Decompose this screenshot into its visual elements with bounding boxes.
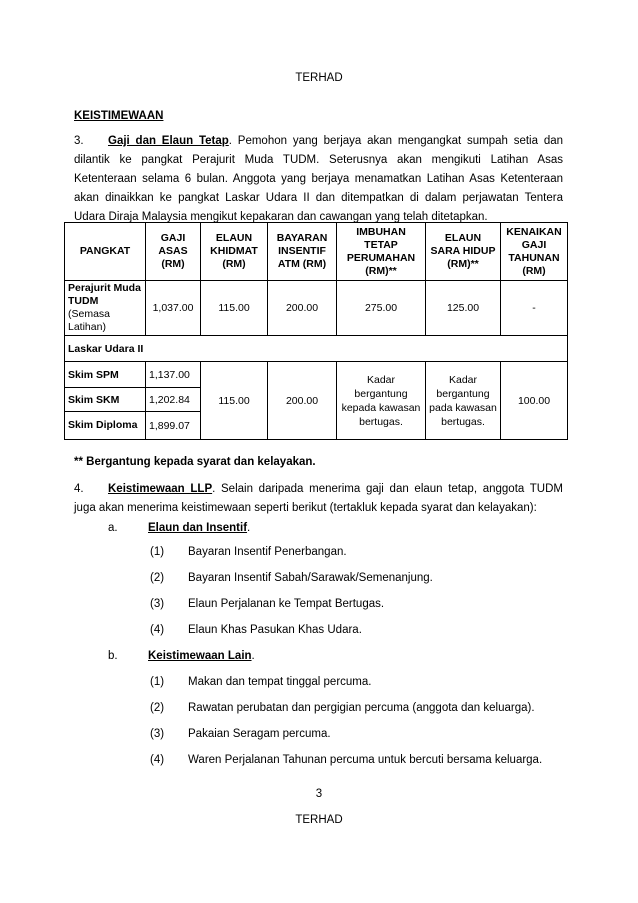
list-item-number: (4) <box>150 624 165 636</box>
list-item-number: (3) <box>150 728 165 740</box>
list-item-number: (1) <box>150 546 165 558</box>
cell-gaji: 1,137.00 <box>146 362 201 388</box>
cell-insentif-merged: 200.00 <box>268 362 337 440</box>
paragraph-3 <box>74 132 563 227</box>
list-item-number: (2) <box>150 572 165 584</box>
list-item-text: Elaun Khas Pasukan Khas Udara. <box>188 624 362 636</box>
list-item-text: Makan dan tempat tinggal percuma. <box>188 676 372 688</box>
paragraph-heading: Gaji dan Elaun Tetap <box>108 135 229 147</box>
cell-skim: Skim Diploma <box>65 412 146 440</box>
paragraph-text: . Pemohon yang berjaya akan mengangkat sumpah setia dan <box>228 135 564 147</box>
cell-perumahan: 275.00 <box>337 281 426 336</box>
cell-sara-merged: Kadar bergantung pada kawasan bertugas. <box>426 362 501 440</box>
list-item <box>150 754 542 766</box>
list-item-text: Bayaran Insentif Sabah/Sarawak/Semenanjung. <box>188 572 433 584</box>
list-item <box>150 676 371 688</box>
cell-gaji: 1,899.07 <box>146 412 201 440</box>
table-row <box>65 362 568 388</box>
paragraph-3-line-2: dilantik ke pangkat Perajurit Muda TUDM. Seterusnya akan mengikuti Latihan Asas <box>74 154 563 166</box>
list-item <box>150 702 535 714</box>
footer-classification: TERHAD <box>295 814 343 826</box>
list-item <box>150 728 331 740</box>
cell-gaji: 1,202.84 <box>146 388 201 412</box>
list-item-text: Waren Perjalanan Tahunan percuma untuk bercuti bersama keluarga. <box>188 754 543 766</box>
cell-insentif: 200.00 <box>268 281 337 336</box>
subsection-label: a. <box>108 522 118 534</box>
list-item-text: Bayaran Insentif Penerbangan. <box>188 546 347 558</box>
paragraph-4-line-2: juga akan menerima keistimewaan seperti berikut (tertakluk kepada syarat dan kelayakan): <box>74 502 537 514</box>
list-item-number: (3) <box>150 598 165 610</box>
paragraph-3-line-1 <box>74 132 563 151</box>
header-imbuhan-perumahan: IMBUHAN TETAP PERUMAHAN (RM)** <box>337 223 426 281</box>
list-item-text: Pakaian Seragam percuma. <box>188 728 331 740</box>
table-row <box>65 281 568 336</box>
table-group-row <box>65 336 568 362</box>
list-item <box>150 624 362 636</box>
subsection-title: Elaun dan Insentif <box>148 522 248 534</box>
subsection-label: b. <box>108 650 118 662</box>
cell-khidmat-merged: 115.00 <box>201 362 268 440</box>
cell-kenaikan-merged: 100.00 <box>501 362 568 440</box>
cell-gaji: 1,037.00 <box>146 281 201 336</box>
header-kenaikan-gaji: KENAIKAN GAJI TAHUNAN (RM) <box>501 223 568 281</box>
page-number: 3 <box>315 788 323 800</box>
list-item-number: (2) <box>150 702 165 714</box>
list-item-text: Rawatan perubatan dan pergigian percuma (anggota dan keluarga). <box>188 702 535 714</box>
list-item-text: Elaun Perjalanan ke Tempat Bertugas. <box>188 598 385 610</box>
paragraph-4 <box>74 480 563 518</box>
list-item-number: (1) <box>150 676 165 688</box>
paragraph-4-line-1 <box>74 480 563 499</box>
paragraph-3-line-3: Ketenteraan selama 6 bulan. Anggota yang berjaya menamatkan Latihan Asas Ketenteraan <box>74 173 563 185</box>
paragraph-number: 3. <box>74 135 84 147</box>
header-elaun-khidmat: ELAUN KHIDMAT (RM) <box>201 223 268 281</box>
subsection-title: Keistimewaan Lain <box>148 650 252 662</box>
header-pangkat: PANGKAT <box>65 223 146 281</box>
cell-pangkat <box>65 281 146 336</box>
paragraph-3-line-4: akan dinaikkan ke pangkat Laskar Udara II dan ditempatkan di dalam perjawatan Tentera <box>74 192 563 204</box>
group-label: Laskar Udara II <box>65 336 568 362</box>
header-classification: TERHAD <box>295 72 343 84</box>
salary-table <box>64 222 568 440</box>
table-footnote: ** Bergantung kepada syarat dan kelayakan. <box>74 456 316 468</box>
cell-skim: Skim SKM <box>65 388 146 412</box>
header-elaun-sara-hidup: ELAUN SARA HIDUP (RM)** <box>426 223 501 281</box>
section-title: KEISTIMEWAAN <box>74 110 164 122</box>
rank-name: Perajurit Muda TUDM <box>68 282 141 307</box>
cell-sara: 125.00 <box>426 281 501 336</box>
cell-khidmat: 115.00 <box>201 281 268 336</box>
paragraph-number: 4. <box>74 483 84 495</box>
header-gaji-asas: GAJI ASAS (RM) <box>146 223 201 281</box>
table-header-row <box>65 223 568 281</box>
paragraph-text: . Selain daripada menerima gaji dan elaun tetap, anggota TUDM <box>212 483 563 495</box>
paragraph-3-line-5: Udara Diraja Malaysia mengikut kepakaran dan cawangan yang telah ditetapkan. <box>74 211 488 223</box>
list-item-number: (4) <box>150 754 165 766</box>
header-bayaran-insentif: BAYARAN INSENTIF ATM (RM) <box>268 223 337 281</box>
paragraph-heading: Keistimewaan LLP <box>108 483 213 495</box>
subsection-b: b. Keistimewaan Lain. <box>108 650 255 662</box>
subsection-a: a. Elaun dan Insentif. <box>108 522 251 534</box>
cell-kenaikan: - <box>501 281 568 336</box>
list-item <box>150 572 433 584</box>
cell-skim: Skim SPM <box>65 362 146 388</box>
rank-note: (Semasa Latihan) <box>68 308 111 333</box>
list-item <box>150 546 347 558</box>
list-item <box>150 598 384 610</box>
cell-perumahan-merged: Kadar bergantung kepada kawasan bertugas. <box>337 362 426 440</box>
